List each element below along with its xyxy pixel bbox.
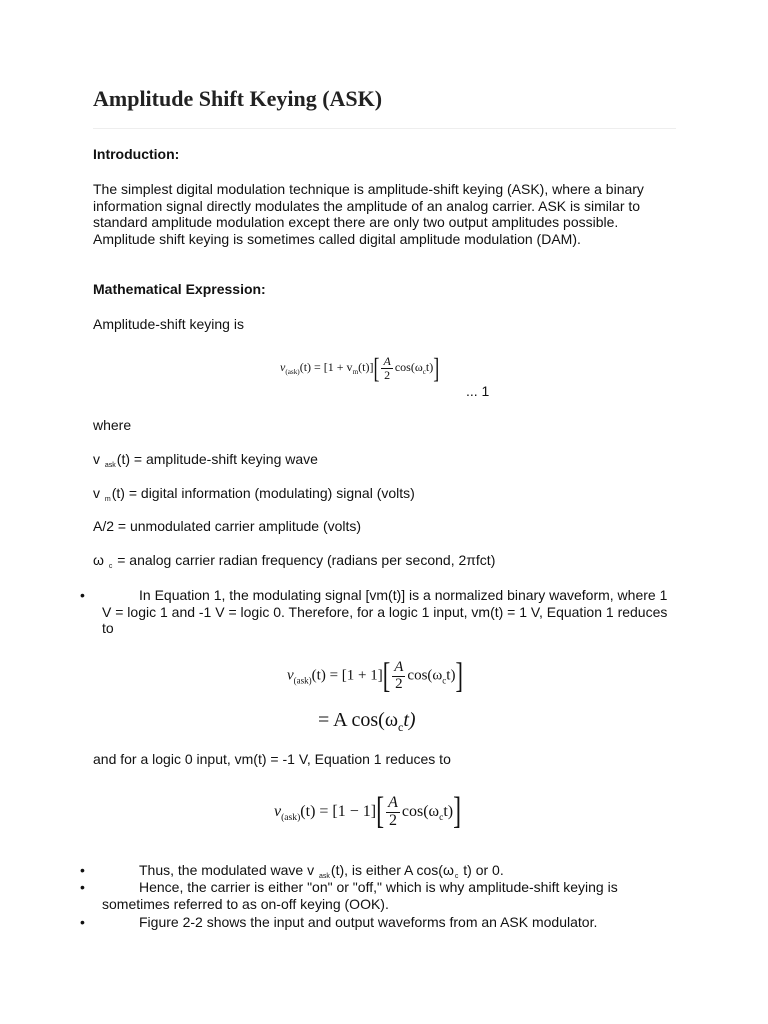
bullet-marker: •	[80, 862, 85, 878]
math-heading: Mathematical Expression:	[93, 281, 266, 297]
equation-1: $v_{(ask)}(t) = [1 + v_m(t)]$[ $\frac{A}{2}$ $\cos(\omega_ct)$]	[280, 352, 440, 385]
bullet-equation-logic1: In Equation 1, the modulating signal [vm(t)] is a normalized binary waveform, where 1 V = logic 1 and -1 V = logic 0. Therefore, for a logic 1 input, vm(t) = 1 V, Equation 1 reduces to	[102, 587, 668, 636]
where-label: where	[93, 417, 132, 433]
intro-paragraph: The simplest digital modulation technique is amplitude-shift keying (ASK), where a binary information signal directly modulates the amplitude of an analog carrier. ASK is similar to standard amplitude modulation except there are only two output amplitudes possible. Amplitude shift keying is sometimes called digital amplitude modulation (DAM).	[93, 181, 644, 247]
bullet-marker: •	[80, 914, 85, 930]
bullet-on-off-keying: Hence, the carrier is either "on" or "off," which is why amplitude-shift keying is sometimes referred to as on-off keying (OOK).	[102, 879, 618, 912]
equation-3: $v_{(ask)}(t) = [1 - 1]$[ $\frac{A}{2}$ $\cos(\omega_ct)$]	[274, 791, 462, 834]
title-divider	[93, 128, 676, 129]
bullet-figure-reference: Figure 2-2 shows the input and output waveforms from an ASK modulator.	[139, 914, 598, 930]
definition-omega: ω $_c$ = analog carrier radian frequency (radians per second, 2πfct)	[93, 552, 496, 570]
logic0-text: and for a logic 0 input, vm(t) = -1 V, Equation 1 reduces to	[93, 751, 451, 767]
bullet-marker: •	[80, 879, 85, 895]
intro-heading: Introduction:	[93, 146, 180, 162]
equation-2-result: = A $\cos(\omega_ct)$	[318, 709, 416, 734]
definition-amplitude: A/2 = unmodulated carrier amplitude (volts)	[93, 518, 362, 534]
bullet-modulated-wave: Thus, the modulated wave v $_{ask}$(t), is either A $\cos(\omega_c$ t) or 0.	[139, 862, 504, 880]
equation-2: $v_{(ask)}(t) = [1 + 1]$[ $\frac{A}{2}$ $\cos(\omega_ct)$]	[287, 655, 463, 696]
bullet-marker: •	[80, 587, 85, 603]
page-title: Amplitude Shift Keying (ASK)	[93, 86, 383, 111]
equation-1-number: ... 1	[466, 383, 490, 399]
math-intro: Amplitude-shift keying is	[93, 316, 244, 332]
definition-vm: v $_m$(t) = digital information (modulating) signal (volts)	[93, 485, 415, 503]
definition-vask: v $_{ask}$(t) = amplitude-shift keying wave	[93, 451, 318, 469]
